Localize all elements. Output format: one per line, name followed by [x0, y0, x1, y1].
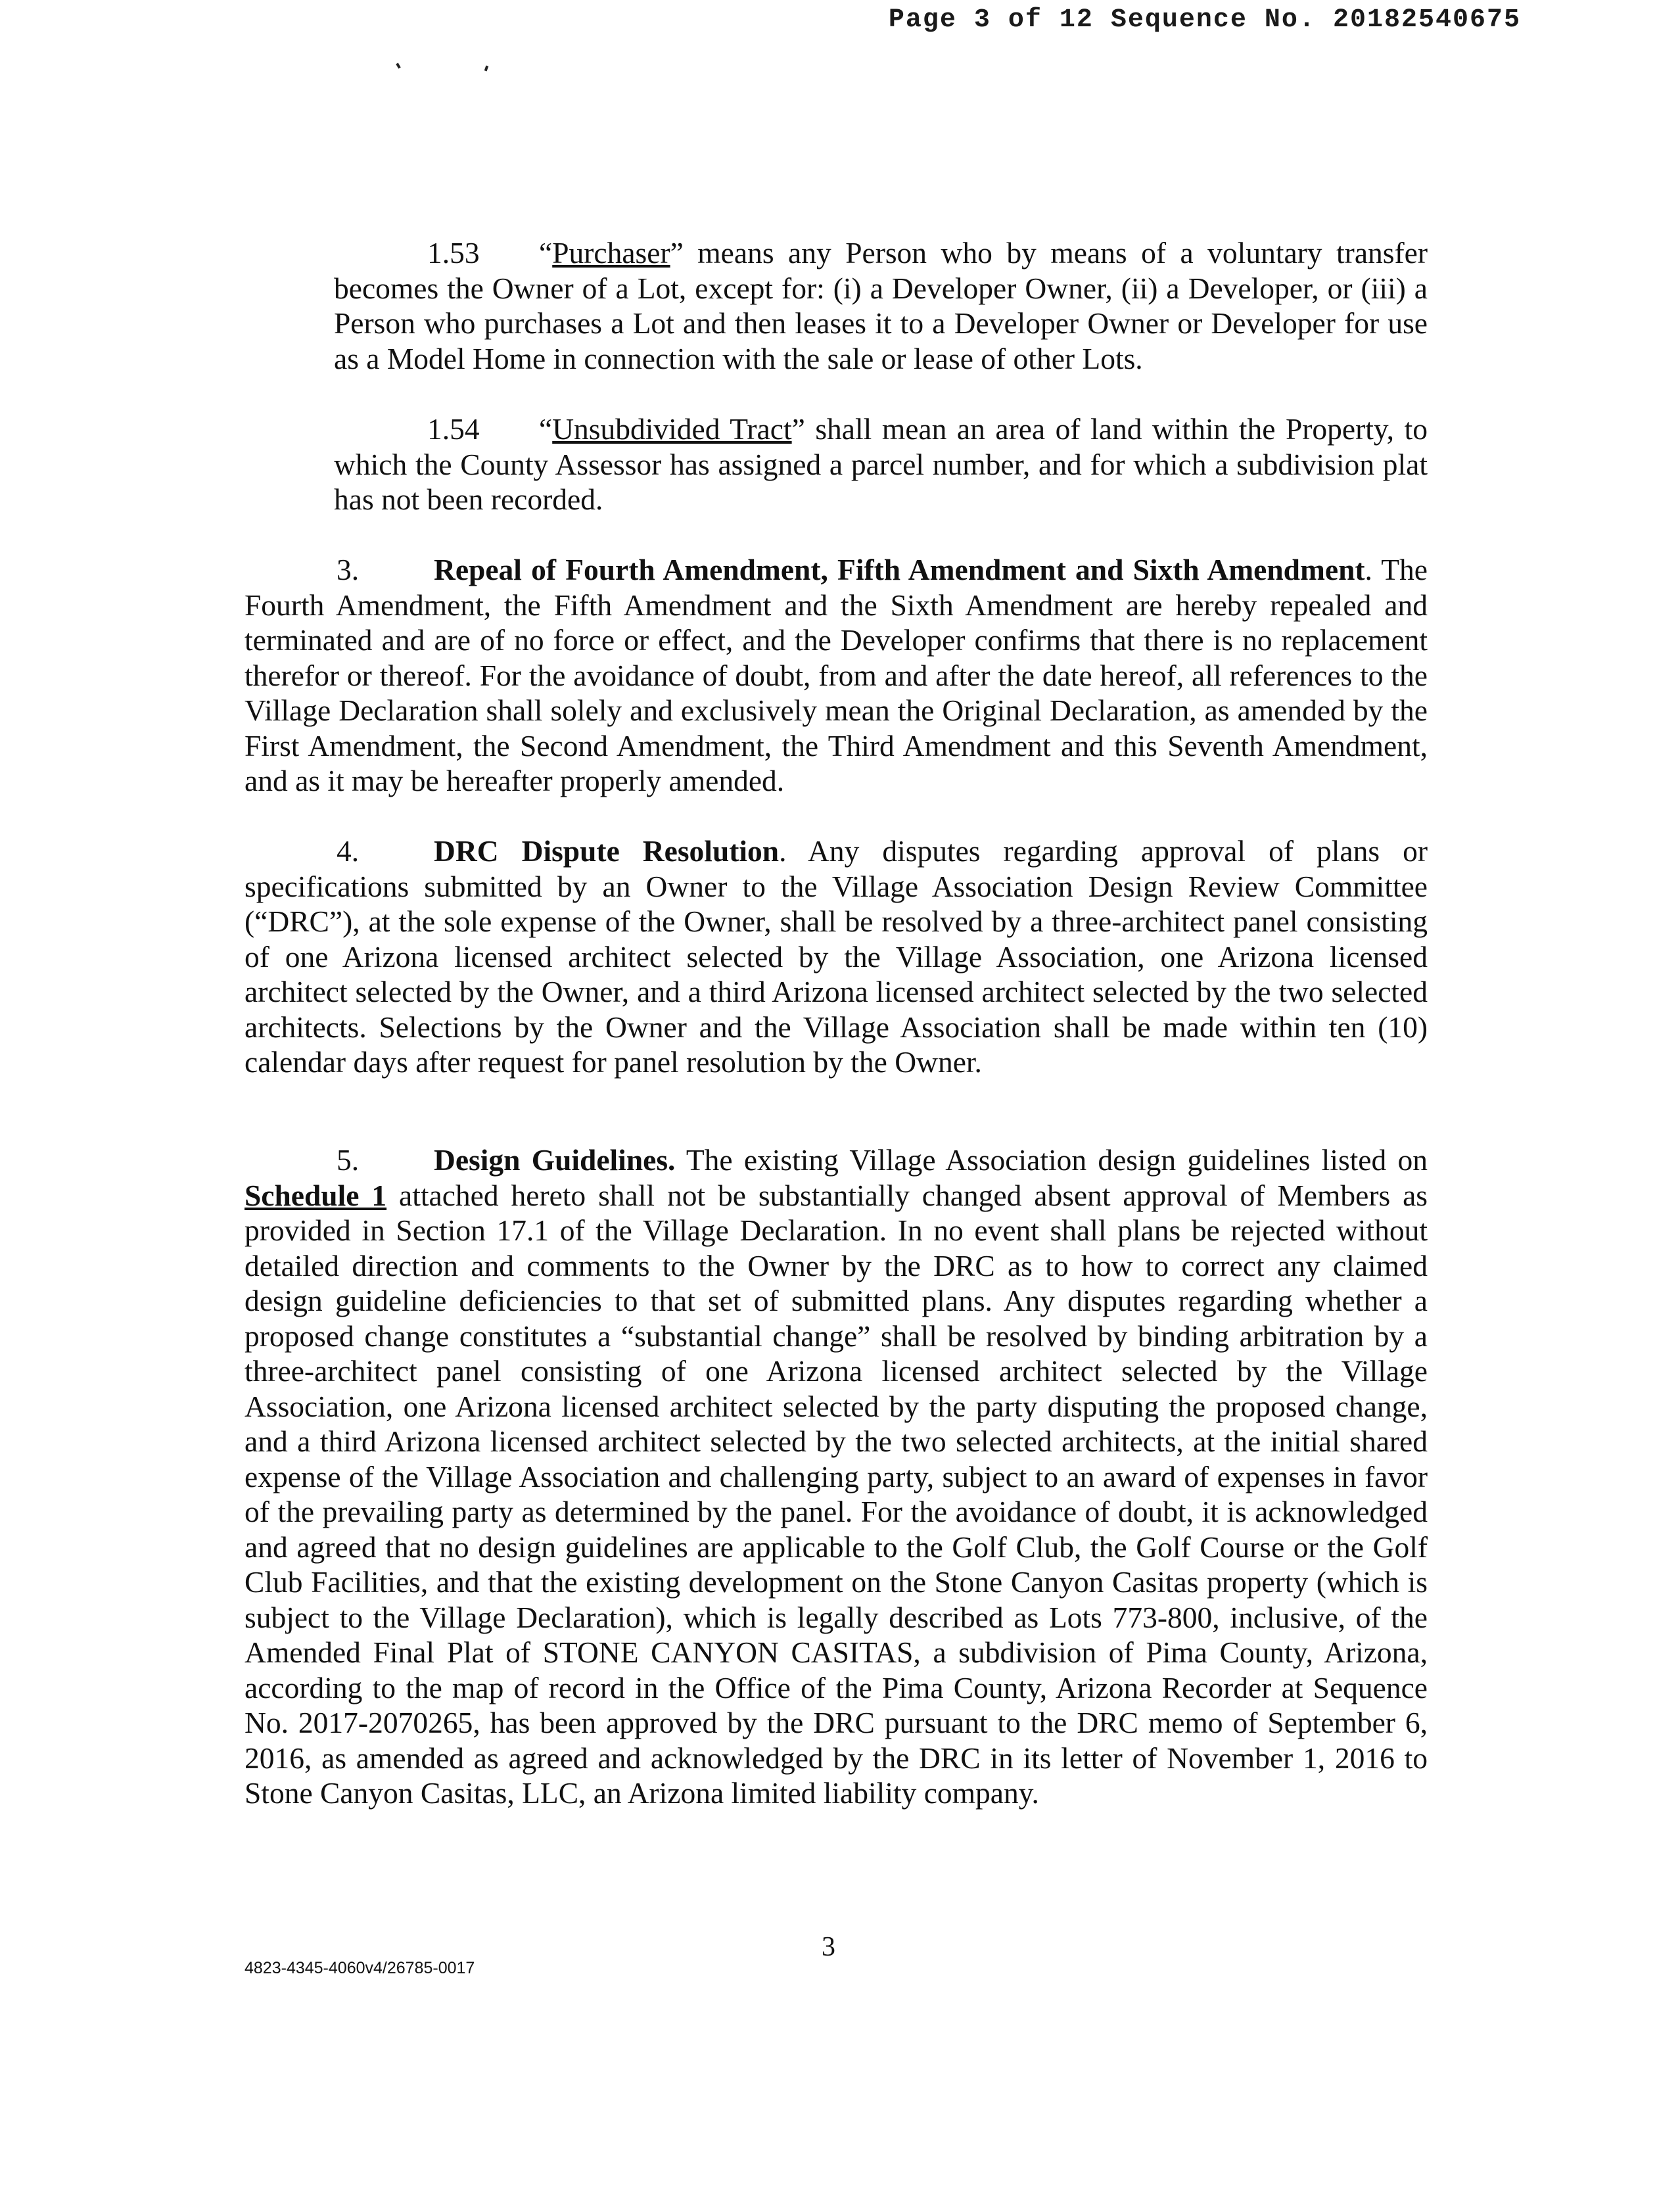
- section-body: . Any disputes regarding approval of plans or specifications submitted by an Owner to the Village Association Design Review Committee (“DRC”), at the sole expense of the Owner, shall be resolved by a three-architect panel consisting of one Arizona licensed architect selected by the Village Association, one Arizona licensed architect selected by the Owner, and a third Arizona licensed architect selected by the two selected architects. Selections by the Owner and the Village Association shall be made within ten (10) calendar days after request for panel resolution by the Owner.: [245, 834, 1428, 1079]
- section-3-paragraph: [245, 552, 1428, 799]
- section-heading: DRC Dispute Resolution: [434, 834, 780, 868]
- section-body: The existing Village Association design guidelines listed on: [675, 1143, 1428, 1177]
- section-1-53-paragraph: [334, 235, 1428, 376]
- section-heading: Repeal of Fourth Amendment, Fifth Amendment and Sixth Amendment: [434, 553, 1365, 586]
- schedule-reference: Schedule 1: [245, 1178, 387, 1212]
- section-body: ” means any Person who by means of a voluntary transfer becomes the Owner of a Lot, except for: (i) a Developer Owner, (ii) a Developer, or (iii) a Person who purchases a Lot and then leases it to a Developer Owner or Developer for use as a Model Home in connection with the sale or lease of other Lots.: [334, 236, 1428, 375]
- scan-artifact-mark: [484, 66, 488, 72]
- section-body: . The Fourth Amendment, the Fifth Amendment and the Sixth Amendment are hereby repealed and terminated and are of no force or effect, and the Developer confirms that there is no replacement therefor or thereof. For the avoidance of doubt, from and after the date hereof, all references to the Village Declaration shall solely and exclusively mean the Original Declaration, as amended by the First Amendment, the Second Amendment, the Third Amendment and this Seventh Amendment, and as it may be hereafter properly amended.: [245, 553, 1428, 797]
- section-number: 4.: [337, 834, 360, 868]
- section-1-54-paragraph: [334, 411, 1428, 517]
- open-quote: “: [539, 412, 553, 446]
- defined-term-unsubdivided-tract: Unsubdivided Tract: [552, 412, 792, 446]
- section-5-paragraph: [245, 1142, 1428, 1811]
- defined-term-purchaser: Purchaser: [552, 236, 670, 270]
- section-heading: Design Guidelines.: [434, 1143, 676, 1177]
- section-4-paragraph: [245, 834, 1428, 1080]
- page-sequence-header: Page 3 of 12 Sequence No. 20182540675: [888, 5, 1521, 35]
- open-quote: “: [539, 236, 553, 270]
- page-number: 3: [822, 1932, 835, 1962]
- section-body: attached hereto shall not be substantially changed absent approval of Members as provided in Section 17.1 of the Village Declaration. In no event shall plans be rejected without detailed direction and comments to the Owner by the DRC as to how to correct any claimed design guideline deficiencies to that set of submitted plans. Any disputes regarding whether a proposed change constitutes a “substantial change” shall be resolved by binding arbitration by a three-architect panel consisting of one Arizona licensed architect selected by the Village Association, one Arizona licensed architect selected by the party disputing the proposed change, and a third Arizona licensed architect selected by the two selected architects, at the initial shared expense of the Village Association and challenging party, subject to an award of expenses in favor of the prevailing party as determined by the panel. For the avoidance of doubt, it is acknowledged and agreed that no design guidelines are applicable to the Golf Club, the Golf Course or the Golf Club Facilities, and that the existing development on the Stone Canyon Casitas property (which is subject to the Village Declaration), which is legally described as Lots 773-800, inclusive, of the Amended Final Plat of STONE CANYON CASITAS, a subdivision of Pima County, Arizona, according to the map of record in the Office of the Pima County, Arizona Recorder at Sequence No. 2017-2070265, has been approved by the DRC pursuant to the DRC memo of September 6, 2016, as amended as agreed and acknowledged by the DRC in its letter of November 1, 2016 to Stone Canyon Casitas, LLC, an Arizona limited liability company.: [245, 1178, 1428, 1810]
- section-number: 1.54: [427, 412, 480, 446]
- section-body: ” shall mean an area of land within the Property, to which the County Assessor has assigned a parcel number, and for which a subdivision plat has not been recorded.: [334, 412, 1428, 516]
- section-number: 5.: [337, 1143, 360, 1177]
- section-number: 3.: [337, 553, 360, 586]
- scan-artifact-mark: [396, 63, 400, 69]
- document-id: 4823-4345-4060v4/26785-0017: [245, 1959, 475, 1977]
- section-number: 1.53: [427, 236, 480, 270]
